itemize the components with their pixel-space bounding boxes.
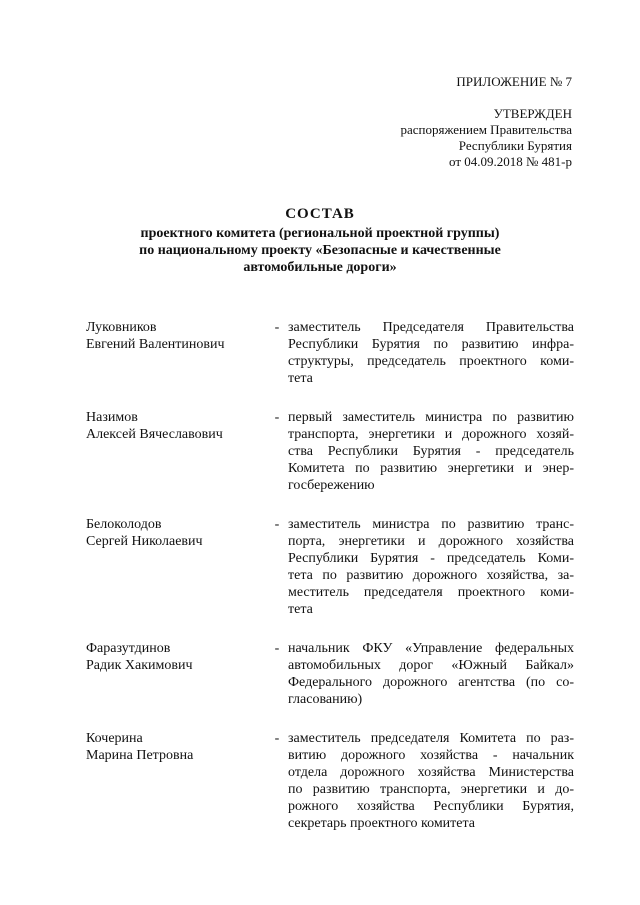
- position-line: тета: [288, 602, 313, 617]
- member-entry: [86, 319, 574, 387]
- approval-block: [400, 106, 572, 170]
- document-title: [0, 206, 640, 276]
- member-surname: Фаразутдинов: [86, 641, 171, 656]
- approval-date-line: от 04.09.2018 № 481-р: [449, 154, 572, 169]
- position-line: порта, энергетики и дорожного хозяйства: [288, 534, 574, 549]
- position-line: меститель председателя проектного коми-: [288, 585, 574, 600]
- position-line: заместитель председателя Комитета по раз-: [288, 731, 574, 746]
- position-line: заместитель Председателя Правительства: [288, 320, 574, 335]
- member-entry: [86, 409, 574, 494]
- title-line: проектного комитета (региональной проектной группы): [140, 226, 500, 241]
- member-position: [288, 640, 574, 708]
- committee-members-list: [86, 319, 574, 854]
- approval-header: [400, 74, 572, 170]
- member-entry: [86, 516, 574, 618]
- position-line: первый заместитель министра по развитию: [288, 410, 574, 425]
- position-line: автомобильных дорог «Южный Байкал»: [288, 658, 574, 673]
- position-line: Федерального дорожного агентства (по со-: [288, 675, 574, 690]
- position-line: витию дорожного хозяйства - начальник: [288, 748, 574, 763]
- position-line: Комитета по развитию энергетики и энер-: [288, 461, 574, 476]
- dash-separator: -: [274, 320, 280, 335]
- member-surname: Кочерина: [86, 731, 143, 746]
- member-given-names: Евгений Валентинович: [86, 337, 225, 352]
- member-name: [86, 516, 266, 618]
- position-line: структуры, председатель проектного коми-: [288, 354, 574, 369]
- member-position: [288, 319, 574, 387]
- position-line: тета: [288, 371, 313, 386]
- position-line: тета по развитию дорожного хозяйства, за-: [288, 568, 574, 583]
- member-position: [288, 730, 574, 832]
- title-line: автомобильные дороги»: [243, 260, 397, 275]
- position-line: госбережению: [288, 478, 375, 493]
- approval-line: распоряжением Правительства: [400, 122, 572, 137]
- title-line: по национальному проекту «Безопасные и качественные: [139, 243, 501, 258]
- position-line: заместитель министра по развитию транс-: [288, 517, 574, 532]
- member-given-names: Радик Хакимович: [86, 658, 193, 673]
- approval-line: УТВЕРЖДЕН: [493, 106, 572, 121]
- member-surname: Луковников: [86, 320, 157, 335]
- appendix-label: ПРИЛОЖЕНИЕ № 7: [456, 74, 572, 89]
- member-position: [288, 409, 574, 494]
- member-given-names: Марина Петровна: [86, 748, 194, 763]
- approval-line: Республики Бурятия: [458, 138, 572, 153]
- member-name: [86, 730, 266, 832]
- position-line: транспорта, энергетики и дорожного хозяй-: [288, 427, 574, 442]
- position-line: Республики Бурятия - председатель Коми-: [288, 551, 574, 566]
- position-line: ства Республики Бурятия - председатель: [288, 444, 574, 459]
- position-line: начальник ФКУ «Управление федеральных: [288, 641, 574, 656]
- position-line: отдела дорожного хозяйства Министерства: [288, 765, 574, 780]
- member-position: [288, 516, 574, 618]
- member-given-names: Алексей Вячеславович: [86, 427, 223, 442]
- dash-separator: -: [274, 731, 280, 746]
- member-given-names: Сергей Николаевич: [86, 534, 203, 549]
- member-surname: Белоколодов: [86, 517, 162, 532]
- position-line: по развитию транспорта, энергетики и до-: [288, 782, 574, 797]
- position-line: гласованию): [288, 692, 363, 707]
- title-main: СОСТАВ: [285, 206, 355, 222]
- position-line: секретарь проектного комитета: [288, 816, 476, 831]
- member-entry: [86, 640, 574, 708]
- member-name: [86, 640, 266, 708]
- dash-separator: -: [274, 641, 280, 656]
- member-entry: [86, 730, 574, 832]
- position-line: рожного хозяйства Республики Бурятия,: [288, 799, 574, 814]
- member-name: [86, 319, 266, 387]
- member-name: [86, 409, 266, 494]
- member-surname: Назимов: [86, 410, 138, 425]
- dash-separator: -: [274, 410, 280, 425]
- dash-separator: -: [274, 517, 280, 532]
- position-line: Республики Бурятия по развитию инфра-: [288, 337, 574, 352]
